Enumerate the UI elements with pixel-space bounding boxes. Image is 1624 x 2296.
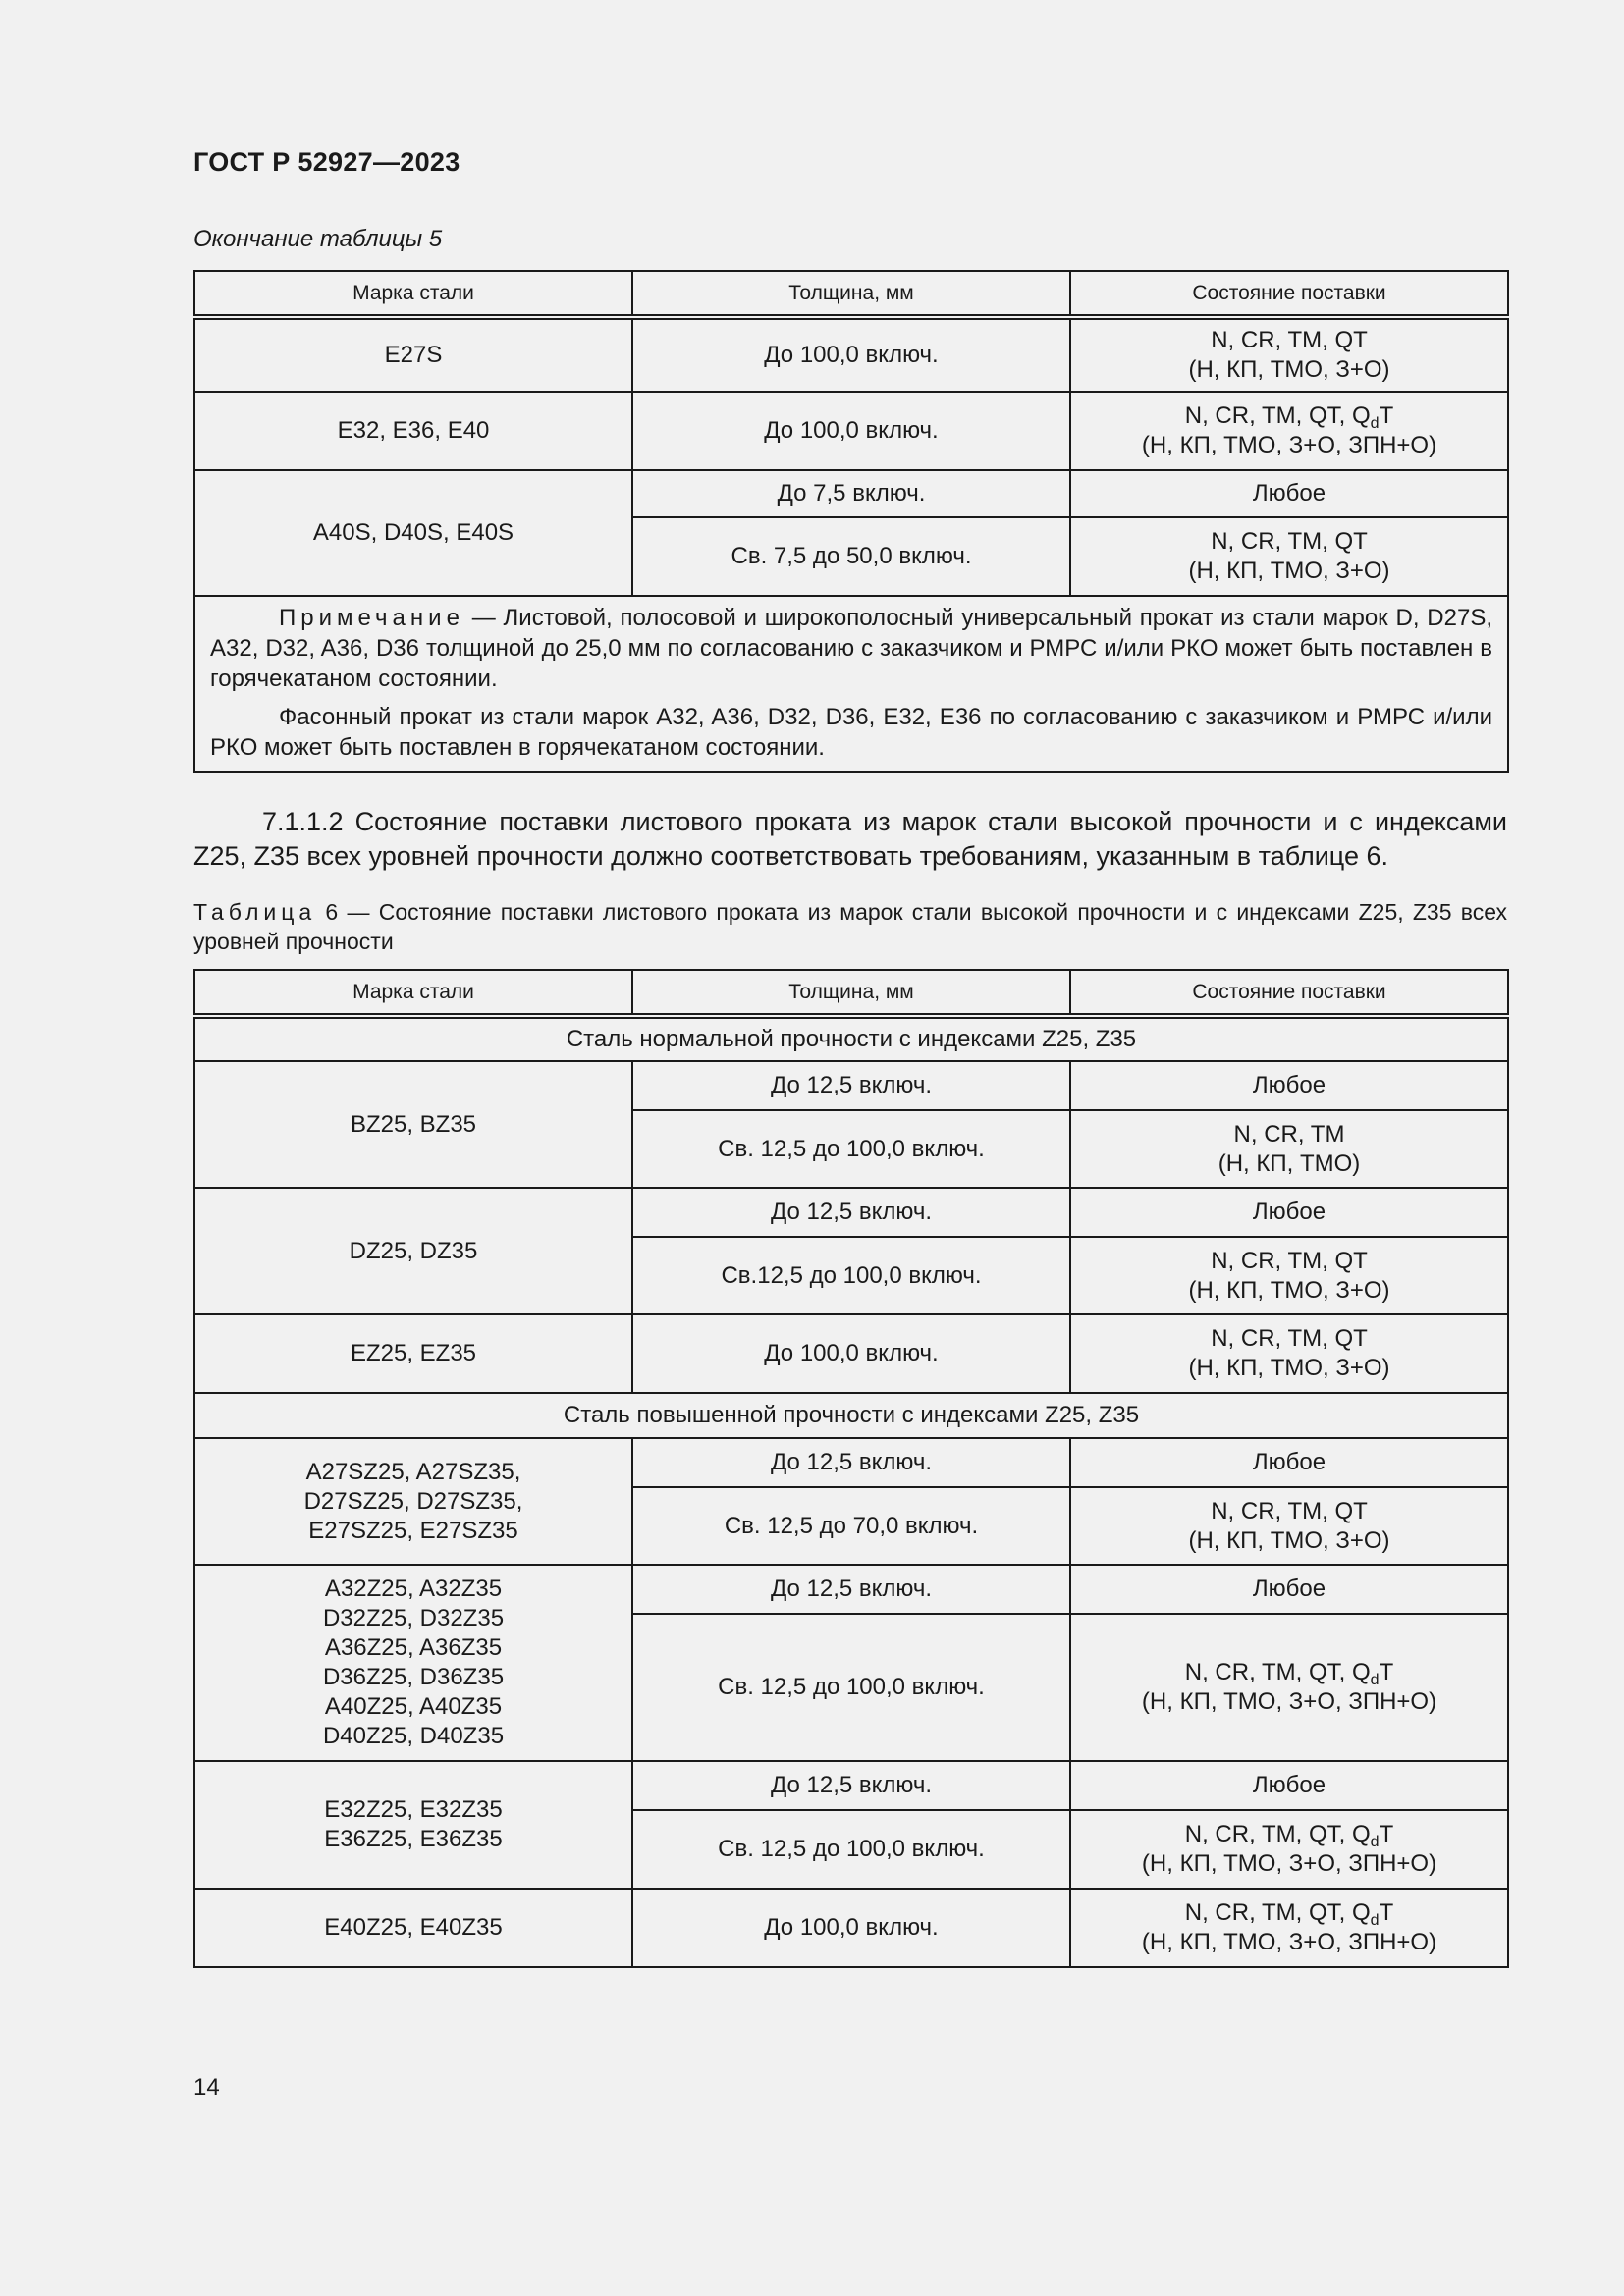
grade-line: D32Z25, D32Z35 [322, 1605, 505, 1631]
state-text: N, CR, TM, QT, Q [1184, 1899, 1371, 1926]
thickness-cell: До 100,0 включ. [632, 317, 1070, 392]
column-header-grade: Марка стали [194, 271, 632, 317]
table-5 [193, 270, 1509, 773]
note-text: — Листовой, полосовой и широкополосный универсальный прокат из стали марок D, D27S, A32, D32, A36, D36 толщиной до 25,0 мм по согласованию с заказчиком и РМРС и/или РКО может быть поставлен в горячекатаном состоянии. [210, 605, 1492, 692]
state-line: N, CR, TM, QT [1211, 327, 1368, 353]
state-text: T [1379, 1659, 1394, 1685]
section-row [194, 1393, 1508, 1438]
state-line: N, CR, TM, QT [1211, 528, 1368, 555]
note-cell [194, 596, 1508, 772]
column-header-state: Состояние поставки [1070, 271, 1508, 317]
table-row [194, 1438, 1508, 1487]
grade-cell: DZ25, DZ35 [194, 1188, 632, 1314]
state-cell [1070, 1614, 1508, 1761]
column-header-thickness: Толщина, мм [632, 970, 1070, 1016]
table-title-text: 6 — Состояние поставки листового проката из марок стали высокой прочности и с индексами Z25, Z35 всех уровней прочности [193, 899, 1507, 954]
column-header-grade: Марка стали [194, 970, 632, 1016]
thickness-cell: До 100,0 включ. [632, 1314, 1070, 1393]
state-line [1184, 1899, 1394, 1929]
state-cell: Любое [1070, 1188, 1508, 1237]
section-heading: Сталь повышенной прочности с индексами Z25, Z35 [194, 1393, 1508, 1438]
table5-continuation-caption: Окончание таблицы 5 [193, 226, 443, 252]
state-line [1184, 402, 1394, 432]
state-line [1184, 1659, 1394, 1688]
table-header-row [194, 271, 1508, 317]
state-line: N, CR, TM, QT [1211, 1497, 1368, 1524]
state-cell: Любое [1070, 1438, 1508, 1487]
grade-cell [194, 1565, 632, 1761]
table-header-row [194, 970, 1508, 1016]
grade-cell [194, 1761, 632, 1889]
grade-line: A36Z25, A36Z35 [324, 1634, 503, 1661]
grade-line: A32Z25, A32Z35 [324, 1575, 503, 1602]
state-line: (Н, КП, ТМО, З+О, ЗПН+О) [1141, 1850, 1437, 1877]
table6-title [193, 897, 1507, 956]
thickness-cell: До 100,0 включ. [632, 1889, 1070, 1967]
grade-cell: E27S [194, 317, 632, 392]
column-header-thickness: Толщина, мм [632, 271, 1070, 317]
state-line: N, CR, TM [1233, 1120, 1345, 1148]
state-cell [1070, 1237, 1508, 1314]
table-6 [193, 969, 1509, 1968]
column-header-state: Состояние поставки [1070, 970, 1508, 1016]
state-cell: Любое [1070, 470, 1508, 517]
state-cell [1070, 1810, 1508, 1889]
state-line: (Н, КП, ТМО, З+О, ЗПН+О) [1141, 1929, 1437, 1955]
grade-cell: BZ25, BZ35 [194, 1061, 632, 1188]
thickness-cell: Св. 12,5 до 100,0 включ. [632, 1614, 1070, 1761]
table-row [194, 470, 1508, 517]
thickness-cell: До 100,0 включ. [632, 392, 1070, 470]
state-line: (Н, КП, ТМО, З+О) [1188, 558, 1390, 584]
grade-line: A40Z25, A40Z35 [324, 1693, 503, 1720]
state-cell: Любое [1070, 1061, 1508, 1110]
section-row [194, 1016, 1508, 1061]
grade-line: A27SZ25, A27SZ35, [305, 1458, 521, 1485]
thickness-cell: До 12,5 включ. [632, 1188, 1070, 1237]
note-paragraph-1 [210, 603, 1492, 694]
thickness-cell: До 12,5 включ. [632, 1061, 1070, 1110]
state-cell [1070, 1314, 1508, 1393]
state-text: T [1379, 402, 1394, 429]
grade-line: D40Z25, D40Z35 [322, 1723, 505, 1749]
state-text: N, CR, TM, QT, Q [1184, 402, 1371, 429]
state-line: (Н, КП, ТМО, З+О, ЗПН+О) [1141, 1688, 1437, 1715]
thickness-cell: До 12,5 включ. [632, 1761, 1070, 1810]
state-line: (Н, КП, ТМО, З+О) [1188, 1276, 1390, 1304]
state-text: N, CR, TM, QT, Q [1184, 1659, 1371, 1685]
table-row [194, 1889, 1508, 1967]
state-cell [1070, 517, 1508, 596]
grade-cell: A40S, D40S, E40S [194, 470, 632, 596]
note-paragraph-2: Фасонный прокат из стали марок A32, A36, D32, D36, E32, E36 по согласованию с заказчиком и РМРС и/или РКО может быть поставлен в горячекатаном состоянии. [210, 704, 1492, 761]
table-row [194, 1761, 1508, 1810]
grade-line: E32Z25, E32Z35 [324, 1796, 503, 1823]
grade-cell: E40Z25, E40Z35 [194, 1889, 632, 1967]
state-line: N, CR, TM, QT [1211, 1247, 1368, 1274]
section-heading: Сталь нормальной прочности с индексами Z25, Z35 [194, 1016, 1508, 1061]
grade-line: E36Z25, E36Z35 [324, 1826, 503, 1852]
grade-line: E27SZ25, E27SZ35 [308, 1517, 518, 1544]
state-cell [1070, 392, 1508, 470]
state-line [1184, 1821, 1394, 1850]
state-cell: Любое [1070, 1565, 1508, 1614]
thickness-cell: Св. 12,5 до 100,0 включ. [632, 1810, 1070, 1889]
state-cell [1070, 317, 1508, 392]
grade-line: D36Z25, D36Z35 [322, 1664, 505, 1690]
thickness-cell: Св. 12,5 до 70,0 включ. [632, 1487, 1070, 1565]
body-paragraph: 7.1.1.2 Состояние поставки листового проката из марок стали высокой прочности и с индексами Z25, Z35 всех уровней прочности должно соответствовать требованиям, указанным в таблице 6. [193, 807, 1507, 871]
state-line: (Н, КП, ТМО, З+О) [1188, 1355, 1390, 1381]
state-text: T [1379, 1899, 1394, 1926]
subscript: d [1370, 415, 1380, 432]
subscript: d [1370, 1672, 1380, 1688]
thickness-cell: До 12,5 включ. [632, 1565, 1070, 1614]
state-line: N, CR, TM, QT [1211, 1325, 1368, 1352]
note-row [194, 596, 1508, 772]
state-line: (Н, КП, ТМО, З+О) [1188, 356, 1390, 383]
table-row [194, 1314, 1508, 1393]
thickness-cell: Св.12,5 до 100,0 включ. [632, 1237, 1070, 1314]
state-cell: Любое [1070, 1761, 1508, 1810]
table-row [194, 1565, 1508, 1614]
state-line: (Н, КП, ТМО, З+О, ЗПН+О) [1141, 432, 1437, 458]
subscript: d [1370, 1912, 1380, 1929]
thickness-cell: До 12,5 включ. [632, 1438, 1070, 1487]
note-label: Примечание [279, 605, 464, 631]
state-cell [1070, 1889, 1508, 1967]
state-cell [1070, 1110, 1508, 1188]
subscript: d [1370, 1834, 1380, 1850]
table-title-label: Таблица [193, 899, 317, 925]
thickness-cell: До 7,5 включ. [632, 470, 1070, 517]
table-row [194, 1188, 1508, 1237]
table-row [194, 317, 1508, 392]
state-text: N, CR, TM, QT, Q [1184, 1821, 1371, 1847]
state-line: (Н, КП, ТМО, З+О) [1188, 1526, 1390, 1554]
grade-cell: E32, E36, E40 [194, 392, 632, 470]
thickness-cell: Св. 7,5 до 50,0 включ. [632, 517, 1070, 596]
state-text: T [1379, 1821, 1394, 1847]
state-line: (Н, КП, ТМО) [1218, 1149, 1361, 1177]
state-cell [1070, 1487, 1508, 1565]
page-number: 14 [193, 2074, 220, 2101]
thickness-cell: Св. 12,5 до 100,0 включ. [632, 1110, 1070, 1188]
grade-cell [194, 1438, 632, 1565]
document-code: ГОСТ Р 52927—2023 [193, 147, 460, 177]
table-row [194, 1061, 1508, 1110]
table-row [194, 392, 1508, 470]
grade-line: D27SZ25, D27SZ35, [303, 1487, 523, 1515]
grade-cell: EZ25, EZ35 [194, 1314, 632, 1393]
